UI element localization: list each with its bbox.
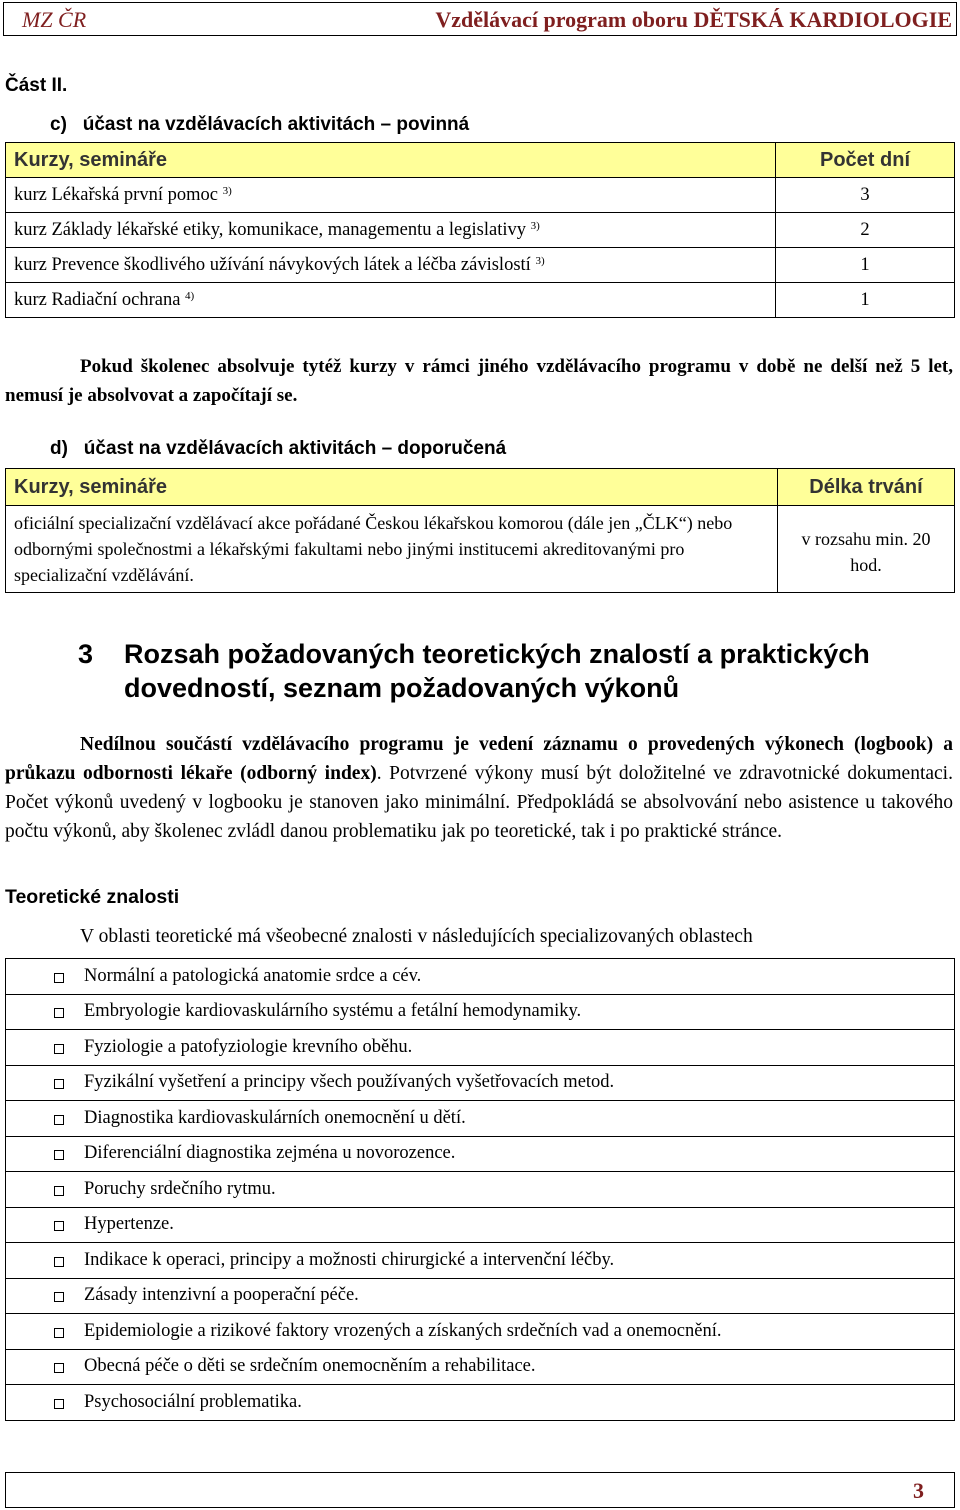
header-right: Vzdělávací program oboru DĚTSKÁ KARDIOLOGIE — [435, 7, 952, 32]
course-label: oficiální specializační vzdělávací akce pořádané Českou lékařskou komorou (dále jen „ČLK“) nebo odbornými společnostmi a lékařskými fakultami nebo jinými institucemi akreditovanými pro specializační vzdělávání. — [6, 506, 778, 593]
part-title: Část II. — [5, 75, 68, 96]
table-header-row — [6, 469, 955, 506]
list-item: Zásady intenzivní a pooperační péče. — [6, 1278, 955, 1314]
checkbox-square-icon — [54, 1150, 64, 1160]
checkbox-square-icon — [54, 1186, 64, 1196]
header-duration: Délka trvání — [778, 469, 955, 506]
theory-heading: Teoretické znalosti — [5, 886, 180, 908]
header-left: MZ ČR — [22, 7, 87, 32]
checkbox-square-icon — [54, 1044, 64, 1054]
table-header-row — [6, 143, 955, 178]
table-row — [6, 283, 955, 318]
list-item: Hypertenze. — [6, 1207, 955, 1243]
chapter-heading — [78, 637, 948, 705]
list-item: Embryologie kardiovaskulárního systému a fetální hemodynamiky. — [6, 994, 955, 1030]
checkbox-square-icon — [54, 1079, 64, 1089]
chapter-number: 3 — [78, 639, 94, 669]
table-row — [6, 178, 955, 213]
paragraph-bold: Nedílnou součástí vzdělávacího programu je vedení záznamu o provedených výkonech (logbook) a průkazu odbornosti lékaře (odborný index) — [5, 734, 953, 784]
page-footer — [5, 1472, 955, 1508]
table-row — [6, 248, 955, 283]
page-number: 3 — [913, 1478, 924, 1503]
header-days: Počet dní — [776, 143, 955, 178]
list-item: Fyzikální vyšetření a principy všech používaných vyšetřovacích metod. — [6, 1065, 955, 1101]
header-courses: Kurzy, semináře — [6, 469, 778, 506]
theory-list — [5, 958, 955, 1421]
list-item: Epidemiologie a rizikové faktory vrozených a získaných srdečních vad a onemocnění. — [6, 1314, 955, 1350]
checkbox-square-icon — [54, 1363, 64, 1373]
checkbox-square-icon — [54, 1221, 64, 1231]
checkbox-square-icon — [54, 1399, 64, 1409]
theory-intro: V oblasti teoretické má všeobecné znalosti v následujících specializovaných oblastech — [80, 926, 753, 947]
table-row — [6, 506, 955, 593]
course-duration: v rozsahu min. 20 hod. — [778, 506, 955, 593]
course-days: 3 — [776, 178, 955, 213]
recommended-courses-table — [5, 468, 955, 593]
mandatory-courses-table — [5, 142, 955, 318]
course-days: 1 — [776, 283, 955, 318]
section-c-title: c) účast na vzdělávacích aktivitách – povinná — [50, 114, 470, 135]
page-header — [3, 2, 957, 36]
chapter-title: Rozsah požadovaných teoretických znalostí a praktických dovedností, seznam požadovaných výkonů — [124, 639, 870, 703]
checkbox-square-icon — [54, 1292, 64, 1302]
paragraph-rest: . Potvrzené výkony musí být doložitelné ve zdravotnické dokumentaci. Počet výkonů uvedený v logbooku je stanoven jako minimální. Předpokládá se absolvování nebo asistence u takového počtu výkonů, aby školenec zvládl danou problematiku jak po teoretické, tak i po praktické stránce. — [5, 763, 953, 842]
checkbox-square-icon — [54, 973, 64, 983]
section-d-title: d) účast na vzdělávacích aktivitách – doporučená — [50, 438, 507, 459]
list-item: Obecná péče o děti se srdečním onemocněním a rehabilitace. — [6, 1349, 955, 1385]
course-label: kurz Základy lékařské etiky, komunikace, managementu a legislativy $^{3)}$ — [6, 213, 776, 248]
list-item: Psychosociální problematika. — [6, 1385, 955, 1421]
logbook-paragraph — [5, 730, 953, 846]
checkbox-square-icon — [54, 1328, 64, 1338]
course-label: kurz Radiační ochrana $^{4)}$ — [6, 283, 776, 318]
course-days: 2 — [776, 213, 955, 248]
checkbox-square-icon — [54, 1257, 64, 1267]
list-item: Indikace k operaci, principy a možnosti chirurgické a intervenční léčby. — [6, 1243, 955, 1279]
list-item: Diagnostika kardiovaskulárních onemocnění u dětí. — [6, 1101, 955, 1137]
course-note: Pokud školenec absolvuje tytéž kurzy v rámci jiného vzdělávacího programu v době ne delší než 5 let, nemusí je absolvovat a započítají se. — [5, 356, 953, 406]
checkbox-square-icon — [54, 1115, 64, 1125]
course-label: kurz Prevence škodlivého užívání návykových látek a léčba závislostí $^{3)}$ — [6, 248, 776, 283]
course-label: kurz Lékařská první pomoc $^{3)}$ — [6, 178, 776, 213]
list-item: Poruchy srdečního rytmu. — [6, 1172, 955, 1208]
table-row — [6, 213, 955, 248]
checkbox-square-icon — [54, 1008, 64, 1018]
course-days: 1 — [776, 248, 955, 283]
list-item: Normální a patologická anatomie srdce a cév. — [6, 959, 955, 995]
header-courses: Kurzy, semináře — [6, 143, 776, 178]
list-item: Fyziologie a patofyziologie krevního oběhu. — [6, 1030, 955, 1066]
list-item: Diferenciální diagnostika zejména u novorozence. — [6, 1136, 955, 1172]
